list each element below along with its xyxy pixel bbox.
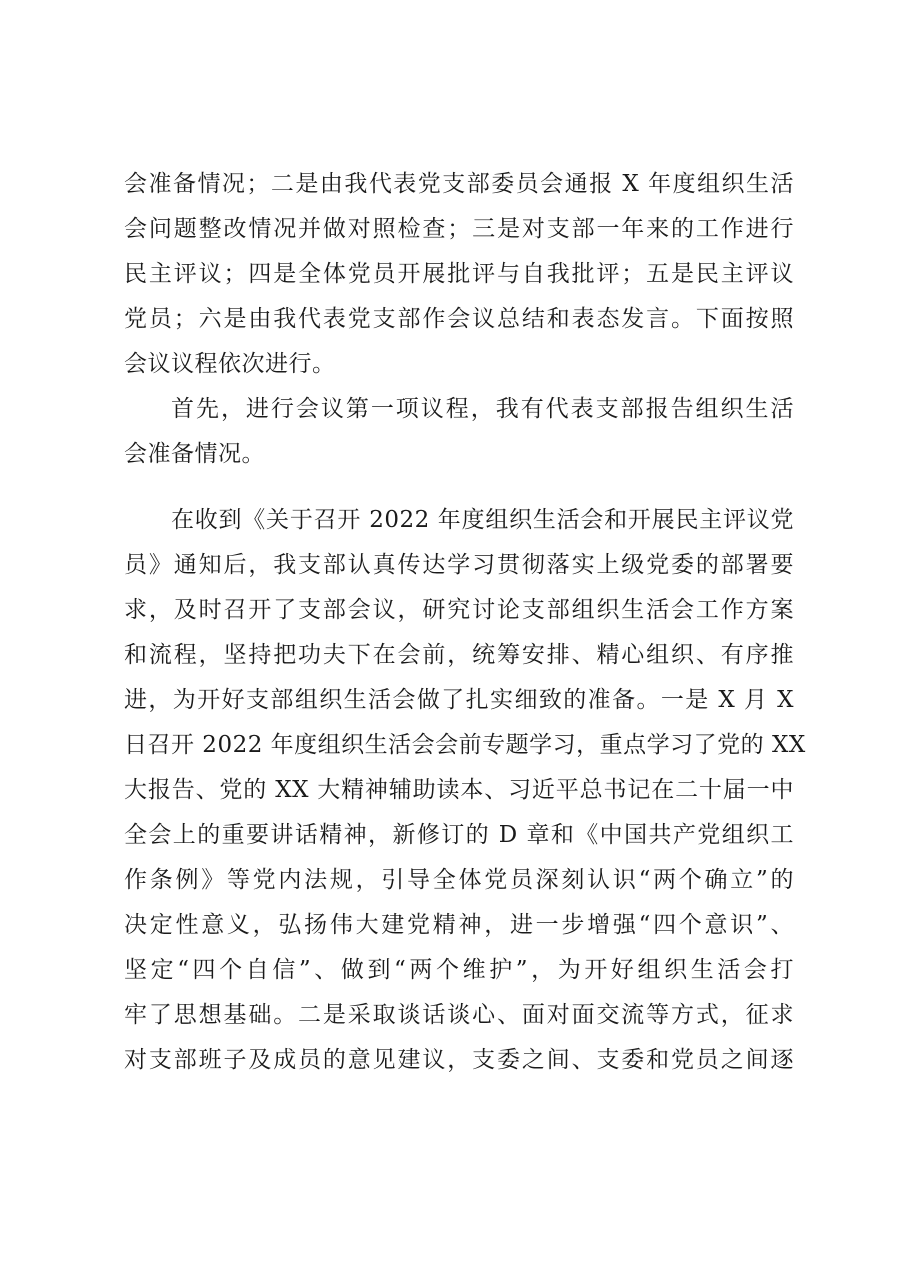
text-line-5: 会议议程依次进行。 — [124, 351, 336, 377]
text-line-15: 全会上的重要讲话精神，新修订的 D 章和《中国共产党组织工 — [124, 822, 794, 848]
text-line-20: 对支部班子及成员的意见建议，支委之间、支委和党员之间逐 — [124, 1047, 794, 1073]
text-line-19: 牢了思想基础。二是采取谈话谈心、面对面交流等方式，征求 — [124, 1002, 794, 1028]
text-line-13: 日召开 2022 年度组织生活会会前专题学习，重点学习了党的 XX — [124, 732, 806, 758]
text-line-6: 首先，进行会议第一项议程，我有代表支部报告组织生活 — [171, 396, 794, 422]
text-line-9: 员》通知后，我支部认真传达学习贯彻落实上级党委的部署要 — [124, 552, 794, 578]
text-line-7: 会准备情况。 — [124, 441, 265, 467]
text-line-17: 决定性意义，弘扬伟大建党精神，进一步增强“四个意识”、 — [124, 912, 794, 938]
text-line-14: 大报告、党的 XX 大精神辅助读本、习近平总书记在二十届一中 — [124, 777, 794, 803]
text-line-12: 进，为开好支部组织生活会做了扎实细致的准备。一是 X 月 X — [124, 687, 794, 713]
text-line-2: 会问题整改情况并做对照检查；三是对支部一年来的工作进行 — [124, 216, 794, 242]
text-line-1: 会准备情况；二是由我代表党支部委员会通报 X 年度组织生活 — [124, 171, 794, 197]
text-line-16: 作条例》等党内法规，引导全体党员深刻认识“两个确立”的 — [124, 867, 794, 893]
text-line-8: 在收到《关于召开 2022 年度组织生活会和开展民主评议党 — [171, 507, 794, 533]
text-line-3: 民主评议；四是全体党员开展批评与自我批评；五是民主评议 — [124, 261, 794, 287]
text-line-10: 求，及时召开了支部会议，研究讨论支部组织生活会工作方案 — [124, 597, 794, 623]
text-line-18: 坚定“四个自信”、做到“两个维护”，为开好组织生活会打 — [124, 957, 794, 983]
text-line-4: 党员；六是由我代表党支部作会议总结和表态发言。下面按照 — [124, 306, 794, 332]
text-line-11: 和流程，坚持把功夫下在会前，统筹安排、精心组织、有序推 — [124, 642, 794, 668]
